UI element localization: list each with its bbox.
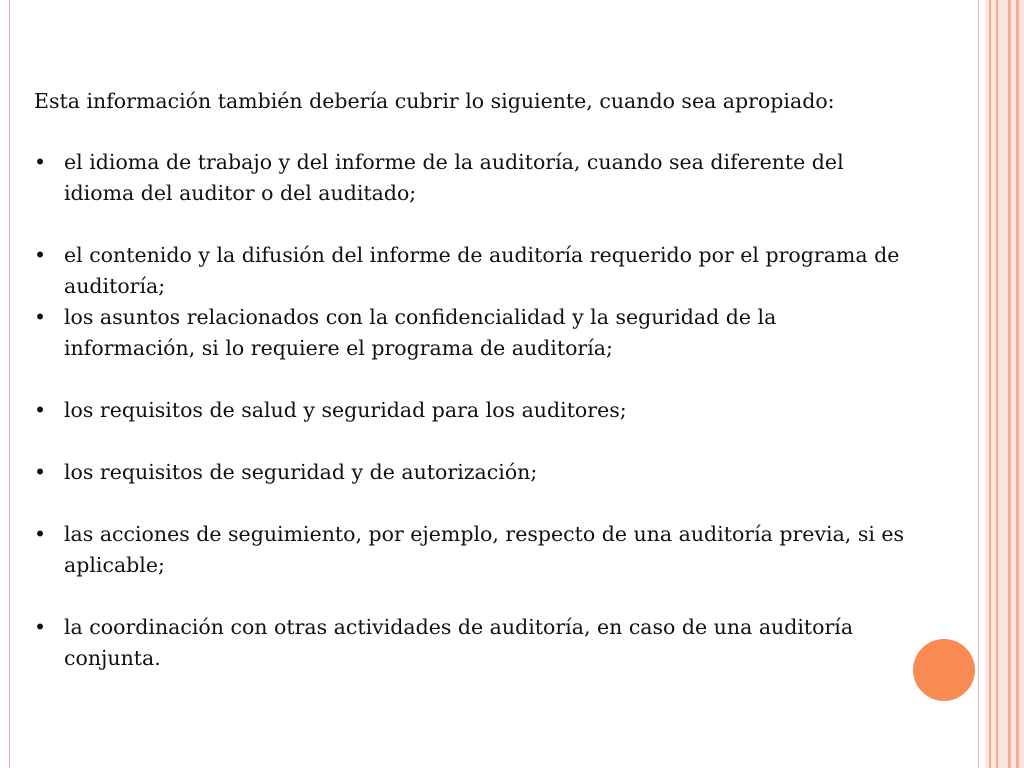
right-border-line	[978, 0, 979, 768]
decorative-stripe	[989, 0, 991, 768]
bullet-item-autorizacion: • los requisitos de seguridad y de autorización;	[34, 457, 914, 488]
bullet-item-seguimiento: • las acciones de seguimiento, por ejemplo, respecto de una auditoría previa, si es aplicable;	[34, 519, 914, 581]
decorative-stripe	[1016, 0, 1019, 768]
decorative-stripe	[996, 0, 998, 768]
decorative-stripe	[1008, 0, 1011, 768]
bullet-item-coordinacion: • la coordinación con otras actividades de auditoría, en caso de una auditoría conjunta.	[34, 612, 914, 674]
bullet-list	[34, 147, 914, 674]
intro-paragraph: Esta información también debería cubrir lo siguiente, cuando sea apropiado:	[34, 89, 835, 113]
slide-body	[34, 86, 914, 674]
left-border-line	[9, 0, 10, 768]
bullet-item-salud: • los requisitos de salud y seguridad para los auditores;	[34, 395, 914, 426]
orange-circle-decoration	[913, 639, 975, 701]
bullet-item-confidencialidad: • los asuntos relacionados con la confidencialidad y la seguridad de la información, si lo requiere el programa de auditoría;	[34, 302, 914, 364]
bullet-item-idioma: • el idioma de trabajo y del informe de la auditoría, cuando sea diferente del idioma del auditor o del auditado;	[34, 147, 914, 209]
bullet-item-contenido: • el contenido y la difusión del informe de auditoría requerido por el programa de auditoría;	[34, 240, 914, 302]
